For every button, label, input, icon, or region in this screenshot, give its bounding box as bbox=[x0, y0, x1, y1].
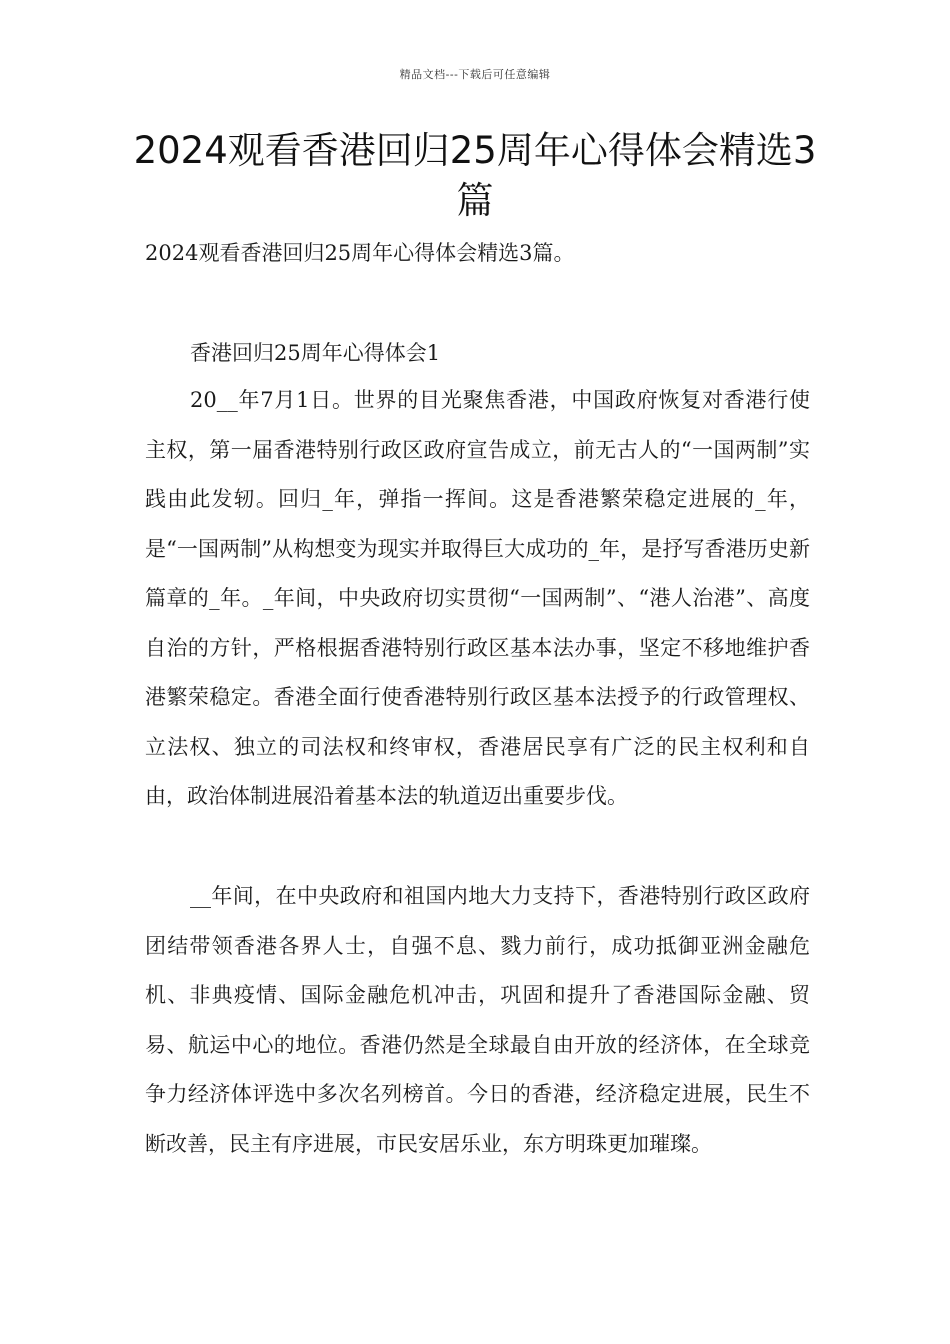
document-title: 2024观看香港回归25周年心得体会精选3篇 bbox=[133, 129, 817, 222]
section-heading: 香港回归25周年心得体会1 bbox=[190, 341, 441, 365]
header-note: 精品文档---下载后可任意编辑 bbox=[399, 68, 551, 81]
paragraph-2: __年间，在中央政府和祖国内地大力支持下，香港特别行政区政府团结带领香港各界人士，自强不息、戮力前行，成功抵御亚洲金融危机、非典疫情、国际金融危机冲击，巩固和提升了香港国际金融、贸易、航运中心的地位。香港仍然是全球最自由开放的经济体，在全球竞争力经济体评选中多次名列榜首。今日的香港，经济稳定进展，民生不断改善，民主有序进展，市民安居乐业，东方明珠更加璀璨。 bbox=[145, 884, 810, 1156]
paragraph-1: 20__年7月1日。世界的目光聚焦香港，中国政府恢复对香港行使主权，第一届香港特别行政区政府宣告成立，前无古人的“一国两制”实践由此发轫。回归_年，弹指一挥间。这是香港繁荣稳定进展的_年，是“一国两制”从构想变为现实并取得巨大成功的_年，是抒写香港历史新篇章的_年。_年间，中央政府切实贯彻“一国两制”、“港人治港”、高度自治的方针，严格根据香港特别行政区基本法办事，坚定不移地维护香港繁荣稳定。香港全面行使香港特别行政区基本法授予的行政管理权、立法权、独立的司法权和终审权，香港居民享有广泛的民主权利和自由，政治体制进展沿着基本法的轨道迈出重要步伐。 bbox=[145, 388, 810, 808]
summary-line: 2024观看香港回归25周年心得体会精选3篇。 bbox=[145, 241, 575, 265]
